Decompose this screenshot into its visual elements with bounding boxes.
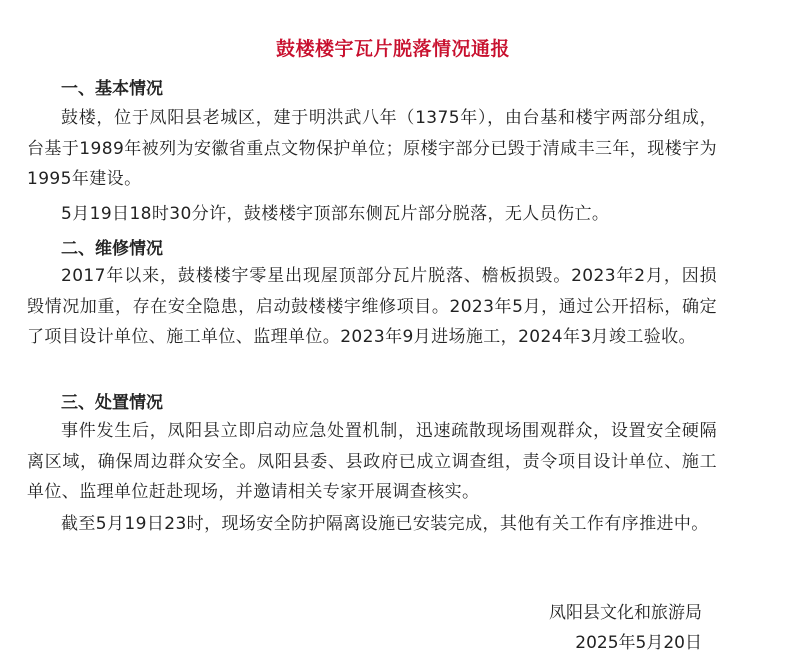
paragraph-handling: 事件发生后，凤阳县立即启动应急处置机制，迅速疏散现场围观群众，设置安全硬隔离区域，确保周边群众安全。凤阳县委、县政府已成立调查组，责令项目设计单位、施工单位、监理单位赶赴现场，并邀请相关专家开展调查核实。 bbox=[27, 421, 717, 502]
paragraph-progress: 截至5月19日23时，现场安全防护隔离设施已安装完成，其他有关工作有序推进中。 bbox=[61, 514, 709, 534]
paragraph-basic-description: 鼓楼，位于凤阳县老城区，建于明洪武八年（1375年），由台基和楼宇两部分组成，台基于1989年被列为安徽省重点文物保护单位；原楼宇部分已毁于清咸丰三年，现楼宇为1995年建设。 bbox=[27, 108, 717, 189]
paragraph-incident: 5月19日18时30分许，鼓楼楼宇顶部东侧瓦片部分脱落，无人员伤亡。 bbox=[61, 204, 610, 224]
document-title: 鼓楼楼宇瓦片脱落情况通报 bbox=[275, 38, 510, 60]
paragraph-repair: 2017年以来，鼓楼楼宇零星出现屋顶部分瓦片脱落、檐板损毁。2023年2月，因损毁情况加重，存在安全隐患，启动鼓楼楼宇维修项目。2023年5月，通过公开招标，确定了项目设计单位、施工单位、监理单位。2023年9月进场施工，2024年3月竣工验收。 bbox=[27, 266, 717, 347]
signature-organization: 凤阳县文化和旅游局 bbox=[549, 603, 702, 623]
signature-date: 2025年5月20日 bbox=[575, 633, 702, 653]
section-heading-repair: 二、维修情况 bbox=[61, 239, 163, 259]
section-heading-handling: 三、处置情况 bbox=[61, 393, 163, 413]
section-heading-basic: 一、基本情况 bbox=[61, 79, 163, 99]
